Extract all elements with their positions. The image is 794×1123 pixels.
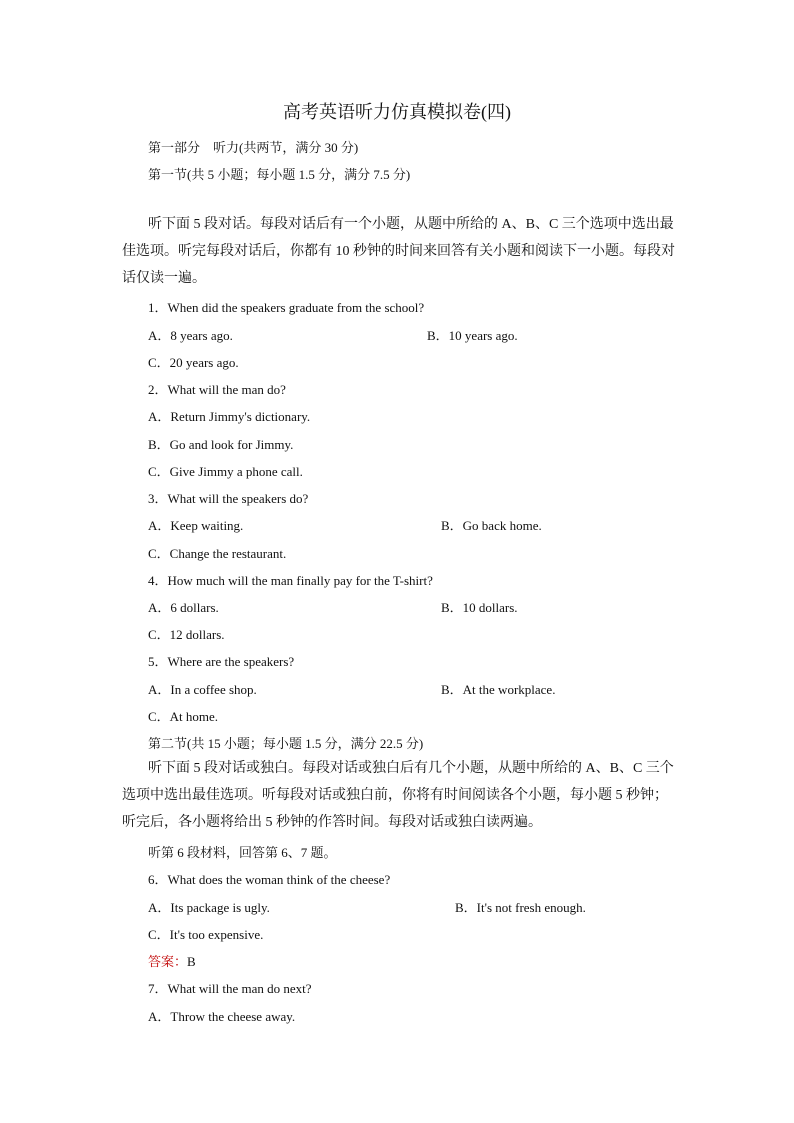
section2-heading: 第二节(共 15 小题；每小题 1.5 分，满分 22.5 分) (148, 736, 424, 751)
answer-label: 答案： (148, 954, 188, 969)
question-2-option-c: C．Give Jimmy a phone call. (148, 464, 303, 479)
page-title: 高考英语听力仿真模拟卷(四) (283, 102, 511, 122)
question-1-option-c: C．20 years ago. (148, 355, 239, 370)
question-4-option-b: B．10 dollars. (441, 600, 518, 615)
question-4-stem: 4．How much will the man finally pay for the T-shirt? (148, 573, 433, 588)
answer-6 (148, 951, 196, 970)
answer-value: B (187, 954, 196, 969)
question-5-option-c: C．At home. (148, 709, 219, 724)
question-7-stem: 7．What will the man do next? (148, 981, 312, 996)
question-3-stem: 3．What will the speakers do? (148, 491, 309, 506)
section1-heading: 第一节(共 5 小题；每小题 1.5 分，满分 7.5 分) (148, 167, 411, 182)
question-2-option-a: A．Return Jimmy's dictionary. (148, 409, 311, 424)
question-2-option-b: B．Go and look for Jimmy. (148, 437, 294, 452)
section2-instructions: 听下面 5 段对话或独白。每段对话或独白后有几个小题，从题中所给的 A、B、C 三个选项中选出最佳选项。听每段对话或独白前，你将有时间阅读各个小题，每小题 5 秒钟；听完后，各小题将给出 5 秒钟的作答时间。每段对话或独白读两遍。 (122, 761, 674, 830)
question-1-stem: 1．When did the speakers graduate from the school? (148, 300, 425, 315)
question-6-option-a: A．Its package is ugly. (148, 900, 270, 915)
question-5-option-b: B．At the workplace. (441, 682, 556, 697)
question-1-option-b: B．10 years ago. (427, 328, 518, 343)
section1-instructions: 听下面 5 段对话。每段对话后有一个小题，从题中所给的 A、B、C 三个选项中选出最佳选项。听完每段对话后，你都有 10 秒钟的时间来回答有关小题和阅读下一小题。每段对话仅读一遍。 (122, 217, 675, 286)
material-6-intro: 听第 6 段材料，回答第 6、7 题。 (148, 845, 337, 860)
question-3-option-a: A．Keep waiting. (148, 518, 244, 533)
question-3-option-b: B．Go back home. (441, 518, 542, 533)
question-3-option-c: C．Change the restaurant. (148, 546, 287, 561)
question-5-stem: 5．Where are the speakers? (148, 654, 295, 669)
question-5-option-a: A．In a coffee shop. (148, 682, 257, 697)
question-6-option-b: B．It's not fresh enough. (455, 900, 586, 915)
question-1-option-a: A．8 years ago. (148, 328, 233, 343)
question-7-option-a: A．Throw the cheese away. (148, 1009, 296, 1024)
question-6-option-c: C．It's too expensive. (148, 927, 264, 942)
question-6-stem: 6．What does the woman think of the cheese? (148, 872, 391, 887)
question-4-option-a: A．6 dollars. (148, 600, 219, 615)
question-2-stem: 2．What will the man do? (148, 382, 286, 397)
question-4-option-c: C．12 dollars. (148, 627, 225, 642)
part1-heading: 第一部分 听力(共两节，满分 30 分) (148, 140, 359, 155)
